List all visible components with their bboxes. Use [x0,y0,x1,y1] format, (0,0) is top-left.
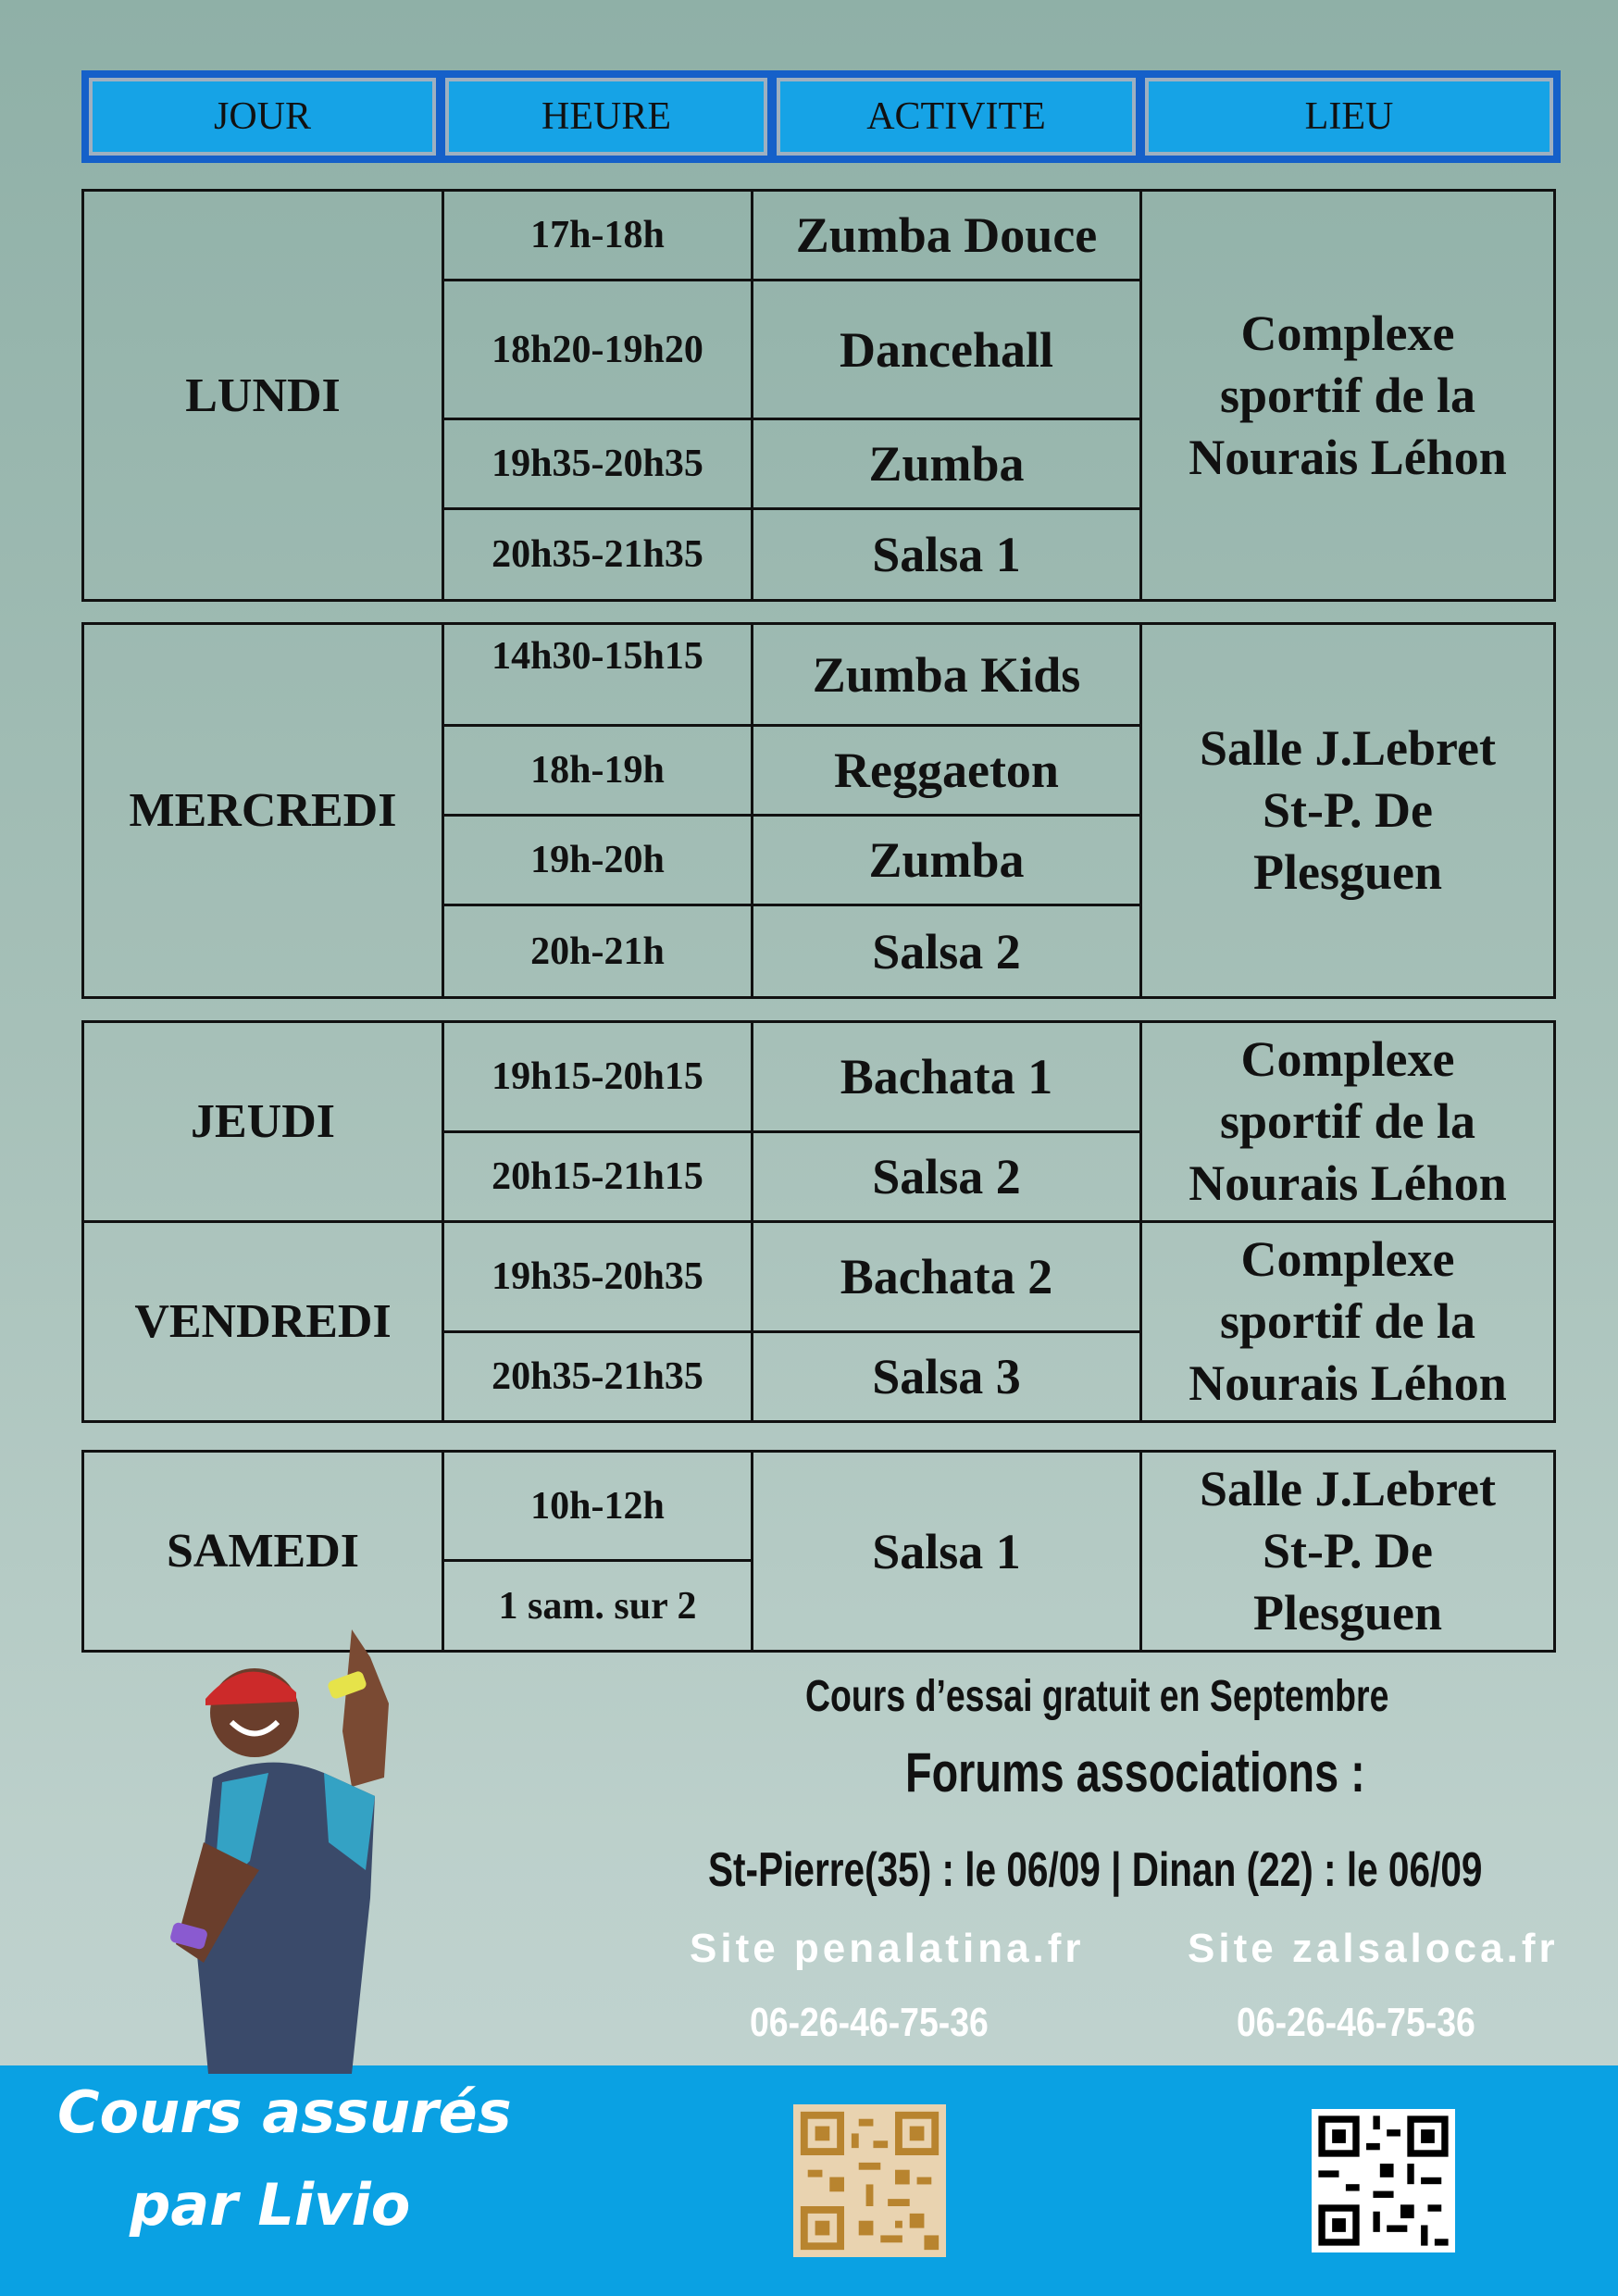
schedule-jeudi-vendredi [81,1020,1556,1423]
time-cell: 20h35-21h35 [443,1332,753,1422]
place-line: Nourais Léhon [1189,429,1507,485]
time-cell: 19h35-20h35 [443,1222,753,1332]
time-cell: 20h-21h [443,905,753,998]
schedule-lundi [81,189,1556,602]
place-line: Salle J.Lebret [1200,720,1496,776]
place-line: St-P. De [1263,782,1433,838]
activity-cell: Zumba Douce [753,191,1141,281]
time-cell: 20h15-21h15 [443,1132,753,1222]
time-cell: 17h-18h [443,191,753,281]
time-cell: 19h15-20h15 [443,1022,753,1132]
place-cell [1141,1452,1555,1652]
place-line: Plesguen [1252,844,1442,900]
day-label: SAMEDI [83,1452,443,1652]
place-line: Complexe [1240,1231,1455,1287]
place-cell [1141,191,1555,601]
activity-cell: Bachata 1 [753,1022,1141,1132]
phone-right: 06-26-46-75-36 [1237,2000,1475,2045]
activity-cell: Zumba [753,419,1141,509]
time-cell: 18h20-19h20 [443,281,753,419]
time-cell: 18h-19h [443,726,753,816]
trial-text: Cours d’essai gratuit en Septembre [805,1672,1389,1721]
time-cell: 10h-12h [443,1452,753,1561]
place-cell [1141,1022,1555,1222]
time-cell: 20h35-21h35 [443,509,753,601]
header-activite: ACTIVITE [777,78,1136,156]
activity-cell: Salsa 1 [753,1452,1141,1652]
place-line: Complexe [1240,305,1455,361]
header-heure: HEURE [445,78,767,156]
place-cell [1141,1222,1555,1422]
time-cell: 1 sam. sur 2 [443,1561,753,1652]
site-link-zalsaloca[interactable]: Site zalsaloca.fr [1188,1926,1559,1971]
place-line: Nourais Léhon [1189,1355,1507,1411]
footer-caption-line2: par Livio [130,2171,411,2239]
time-cell: 14h30-15h15 [443,624,753,726]
time-cell: 19h-20h [443,816,753,905]
qr-code-zalsaloca[interactable] [1312,2109,1455,2252]
time-cell: 19h35-20h35 [443,419,753,509]
activity-cell: Salsa 3 [753,1332,1141,1422]
place-line: Plesguen [1252,1585,1442,1641]
activity-cell: Salsa 2 [753,1132,1141,1222]
footer-caption-line1: Cours assurés [57,2078,512,2146]
forums-dates: St-Pierre(35) : le 06/09 | Dinan (22) : le 06/09 [708,1843,1483,1897]
forums-title: Forums associations : [905,1741,1365,1803]
qr-code-penalatina[interactable] [793,2104,946,2257]
schedule-mercredi [81,622,1556,999]
phone-left: 06-26-46-75-36 [750,2000,989,2045]
activity-cell: Reggaeton [753,726,1141,816]
place-line: Nourais Léhon [1189,1155,1507,1211]
header-lieu: LIEU [1145,78,1553,156]
activity-cell: Bachata 2 [753,1222,1141,1332]
day-label: LUNDI [83,191,443,601]
place-line: sportif de la [1220,367,1475,423]
header-jour: JOUR [89,78,436,156]
place-line: sportif de la [1220,1093,1475,1149]
day-label: JEUDI [83,1022,443,1222]
column-header-bar [81,70,1561,163]
instructor-photo [139,1592,454,2074]
place-line: sportif de la [1220,1293,1475,1349]
day-label: VENDREDI [83,1222,443,1422]
place-cell [1141,624,1555,998]
activity-cell: Zumba Kids [753,624,1141,726]
place-line: Complexe [1240,1031,1455,1087]
activity-cell: Zumba [753,816,1141,905]
activity-cell: Salsa 1 [753,509,1141,601]
activity-cell: Dancehall [753,281,1141,419]
place-line: St-P. De [1263,1523,1433,1578]
activity-cell: Salsa 2 [753,905,1141,998]
day-label: MERCREDI [83,624,443,998]
place-line: Salle J.Lebret [1200,1461,1496,1516]
site-link-penalatina[interactable]: Site penalatina.fr [690,1926,1085,1971]
